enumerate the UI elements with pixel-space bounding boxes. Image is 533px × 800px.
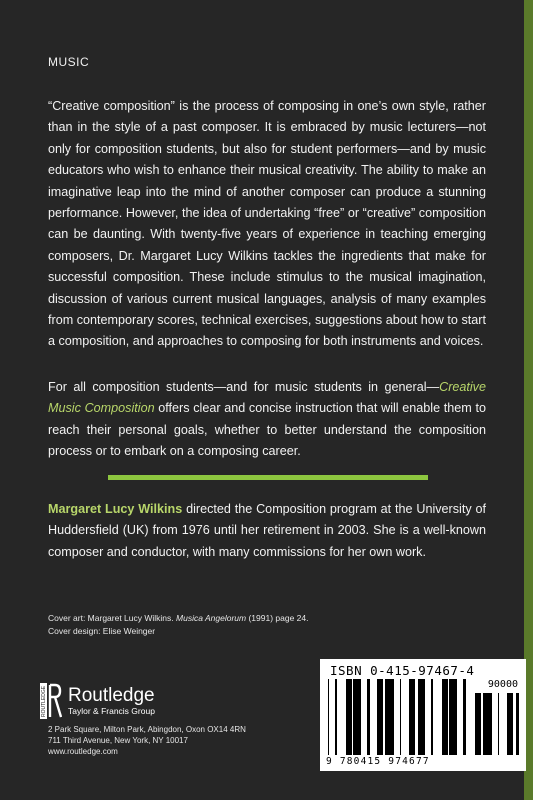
blurb-paragraph-1: “Creative composition” is the process of composing in one’s own style, rather than in the style of a past composer. It is embraced by music lecturers—not only for composition students, but also for student performers—and by music educators who wish to enhance their musical creativity. The ability to make an imaginative leap into the mind of another composer can produce a stunning performance. However, the idea of undertaking “free” or “creative” composition can be daunting. With twenty-five years of experience in teaching emerging composers, Dr. Margaret Lucy Wilkins tackles the ingredients that make for successful composition. These include stimulus to the musical imagination, discussion of various current musical languages, analysis of many examples from contemporary scores, technical exercises, suggestions about how to start a composition, and approaches to composing for both instruments and voices.	[48, 99, 486, 349]
price-code: 90000	[487, 679, 518, 690]
ean-digits: 9 780415 974677	[326, 756, 430, 767]
cover-art-title: Musica Angelorum	[176, 613, 247, 623]
address-line-2: 711 Third Avenue, New York, NY 10017	[48, 736, 188, 745]
blurb-p2-rest: offers clear and concise instruction that will enable them to reach their personal goals, whether to better understand the composition process or to embark on a composing career.	[48, 401, 486, 459]
publisher-block	[40, 683, 155, 719]
author-bio	[48, 499, 486, 563]
routledge-logo-icon	[40, 683, 62, 719]
blurb-p2-intro: For all composition students—and for music students in general—	[48, 380, 440, 394]
cover-art-credit	[48, 612, 308, 625]
cover-art-suffix: (1991) page 24.	[246, 613, 309, 623]
publisher-website[interactable]: www.routledge.com	[48, 747, 118, 756]
green-divider	[108, 475, 428, 480]
address-line-1: 2 Park Square, Milton Park, Abingdon, Oxon OX14 4RN	[48, 725, 246, 734]
author-name: Margaret Lucy Wilkins	[48, 502, 183, 516]
publisher-address	[48, 724, 246, 757]
publisher-name: Routledge	[68, 684, 155, 706]
barcode-panel	[320, 659, 526, 771]
logo-vertical-text: ROUTLEDGE	[41, 685, 48, 717]
publisher-group: Taylor & Francis Group	[68, 705, 155, 716]
isbn-text: ISBN 0-415-97467-4	[330, 663, 475, 678]
publisher-brand	[68, 686, 155, 717]
blurb-paragraph-2	[48, 377, 486, 463]
category-label: MUSIC	[48, 55, 90, 69]
cover-design-credit: Cover design: Elise Weinger	[48, 626, 156, 636]
book-title: Creative Music Composition	[48, 380, 486, 416]
cover-credits	[48, 612, 308, 638]
cover-art-prefix: Cover art: Margaret Lucy Wilkins.	[48, 613, 177, 623]
author-bio-text: directed the Composition program at the University of Huddersfield (UK) from 1976 until her retirement in 2003. She is a well-known composer and conductor, with many commissions for her own work.	[48, 502, 486, 559]
